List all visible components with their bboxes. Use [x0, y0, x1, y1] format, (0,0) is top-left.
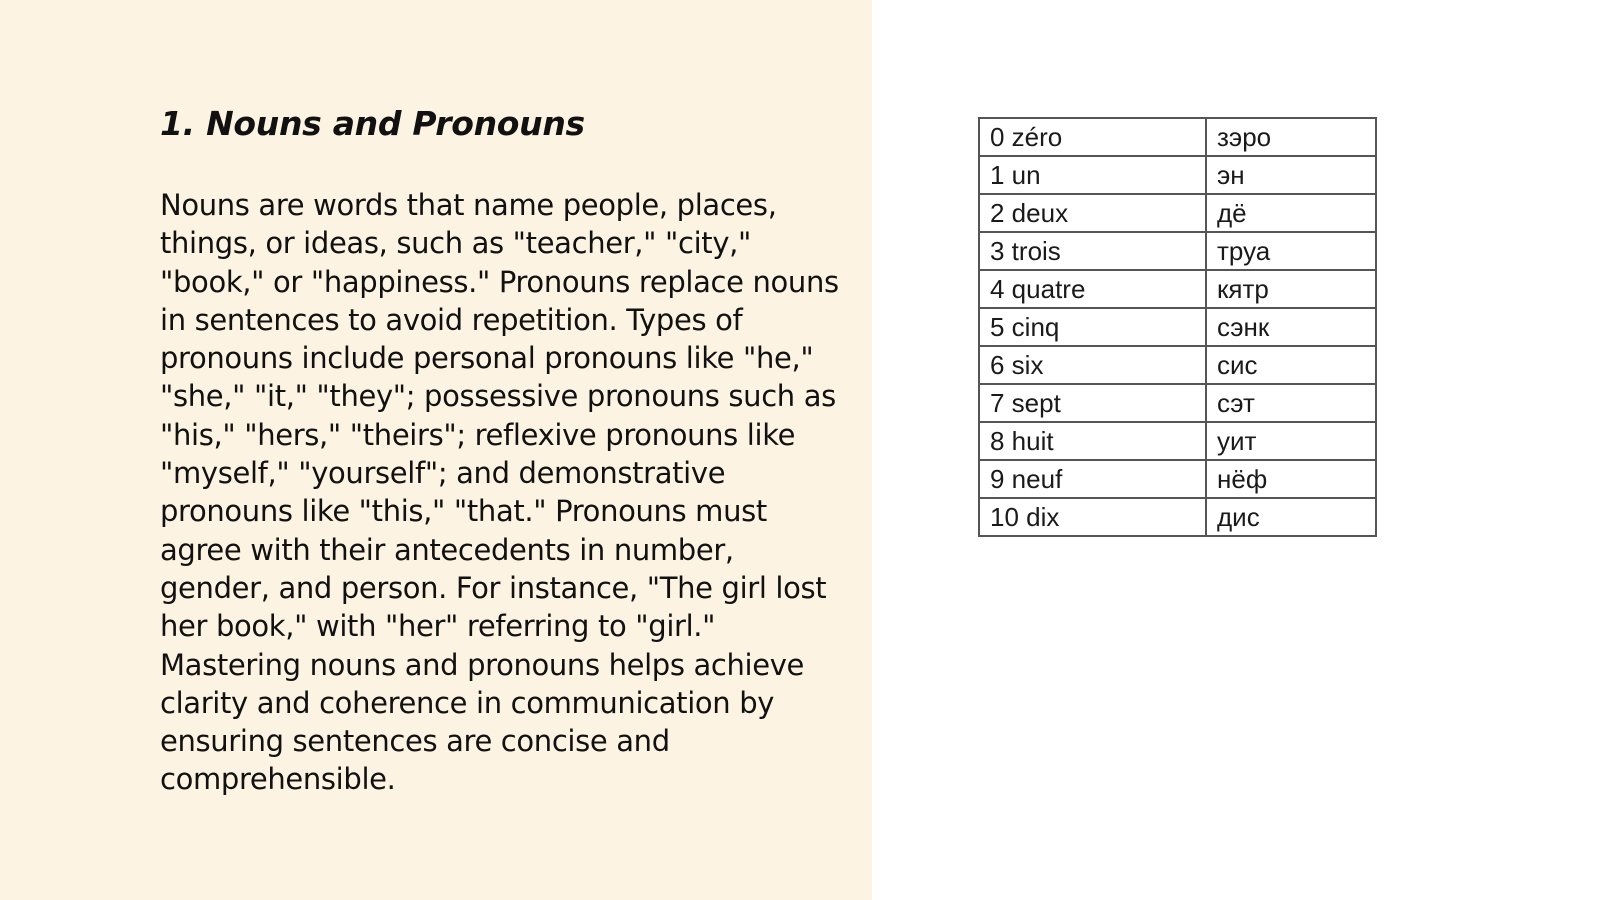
- russian-transcription-cell: эн: [1206, 156, 1376, 194]
- table-row: [979, 156, 1376, 194]
- table-row: [979, 308, 1376, 346]
- russian-transcription-cell: зэро: [1206, 118, 1376, 156]
- french-number-cell: 7 sept: [979, 384, 1206, 422]
- french-number-cell: 3 trois: [979, 232, 1206, 270]
- russian-transcription-cell: сэт: [1206, 384, 1376, 422]
- table-row: [979, 422, 1376, 460]
- russian-transcription-cell: уит: [1206, 422, 1376, 460]
- russian-transcription-cell: труа: [1206, 232, 1376, 270]
- table-row: [979, 118, 1376, 156]
- french-number-cell: 9 neuf: [979, 460, 1206, 498]
- french-number-cell: 2 deux: [979, 194, 1206, 232]
- table-row: [979, 270, 1376, 308]
- french-number-cell: 8 huit: [979, 422, 1206, 460]
- table-row: [979, 346, 1376, 384]
- table-row: [979, 460, 1376, 498]
- table-row: [979, 232, 1376, 270]
- section-heading: 1. Nouns and Pronouns: [160, 104, 585, 143]
- french-number-cell: 10 dix: [979, 498, 1206, 536]
- french-number-cell: 5 cinq: [979, 308, 1206, 346]
- table-row: [979, 194, 1376, 232]
- body-paragraph: Nouns are words that name people, places, things, or ideas, such as "teacher," "city," "book," or "happiness." Pronouns replace nouns in sentences to avoid repetition. Types of pronouns include personal pronouns like "he," "she," "it," "they"; possessive pronouns such as "his," "hers," "theirs"; reflexive pronouns like "myself," "yourself"; and demonstrative pronouns like "this," "that." Pronouns must agree with their antecedents in number, gender, and person. For instance, "The girl lost her book," with "her" referring to "girl." Mastering nouns and pronouns helps achieve clarity and coherence in communication by ensuring sentences are concise and comprehensible.: [160, 188, 839, 797]
- french-number-cell: 6 six: [979, 346, 1206, 384]
- russian-transcription-cell: нёф: [1206, 460, 1376, 498]
- table-row: [979, 498, 1376, 536]
- russian-transcription-cell: дё: [1206, 194, 1376, 232]
- russian-transcription-cell: сэнк: [1206, 308, 1376, 346]
- russian-transcription-cell: дис: [1206, 498, 1376, 536]
- russian-transcription-cell: сис: [1206, 346, 1376, 384]
- table-row: [979, 384, 1376, 422]
- french-number-cell: 0 zéro: [979, 118, 1206, 156]
- russian-transcription-cell: кятр: [1206, 270, 1376, 308]
- french-number-cell: 1 un: [979, 156, 1206, 194]
- french-number-cell: 4 quatre: [979, 270, 1206, 308]
- numbers-table: [978, 117, 1377, 537]
